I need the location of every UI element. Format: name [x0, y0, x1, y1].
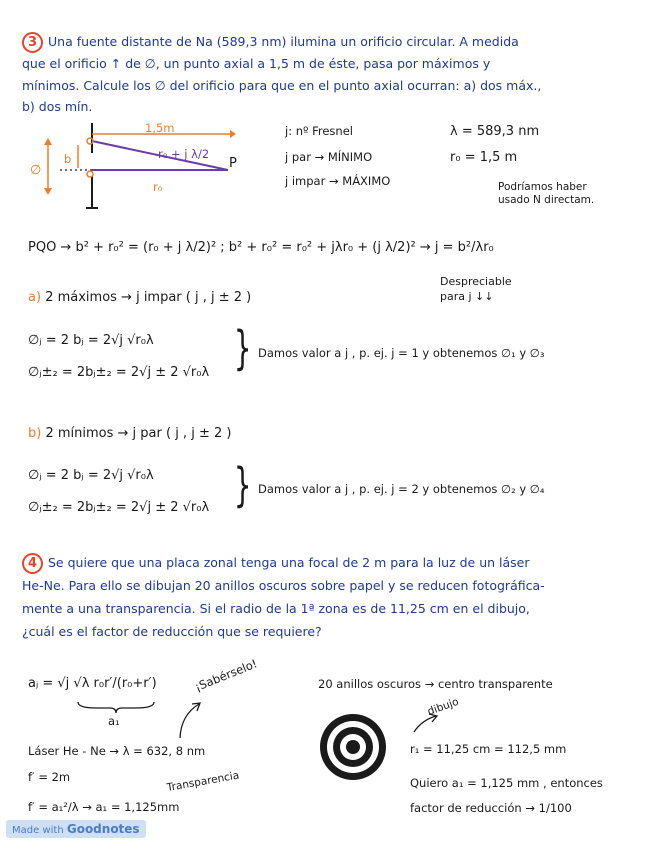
point-p-label: P: [229, 156, 237, 171]
a1-label: a₁: [108, 714, 120, 728]
path-label: r₀ + j λ/2: [158, 147, 210, 161]
part-a-note: Damos valor a j , p. ej. j = 1 y obtenemos ∅₁ y ∅₃: [258, 346, 545, 360]
problem3-line2: que el orificio ↑ de ∅, un punto axial a 1,5 m de éste, pasa por máximos y: [22, 56, 491, 71]
part-b-note: Damos valor a j , p. ej. j = 2 y obtenemos ∅₂ y ∅₄: [258, 482, 545, 496]
aj-formula: aⱼ = √j √λ r₀r′/(r₀+r′): [28, 676, 157, 691]
problem4-line1: 4 Se quiere que una placa zonal tenga una focal de 2 m para la luz de un láser: [22, 553, 530, 574]
distance-label: 1,5m: [145, 121, 175, 135]
part-a-heading: a) 2 máximos → j impar ( j , j ± 2 ): [28, 290, 252, 305]
rings-text: 20 anillos oscuros → centro transparente: [318, 677, 553, 691]
a1-underbrace: [76, 700, 156, 714]
def-fresnel: j: nº Fresnel: [285, 124, 353, 138]
focal-equation: f′ = a₁²/λ → a₁ = 1,125mm: [28, 800, 180, 814]
fprime-text: f′ = 2m: [28, 770, 71, 784]
problem4-line2: He-Ne. Para ello se dibujan 20 anillos oscuros sobre papel y se reducen fotográfica-: [22, 578, 545, 593]
factor-text: factor de reducción → 1/100: [410, 801, 572, 815]
def-odd: j impar → MÁXIMO: [285, 174, 391, 188]
part-a-eq1: ∅ⱼ = 2 bⱼ = 2√j √r₀λ: [28, 333, 154, 348]
problem4-number: 4: [22, 553, 43, 574]
lambda-value: λ = 589,3 nm: [450, 124, 540, 139]
saberselo-arrow: [175, 700, 205, 740]
r0-value: r₀ = 1,5 m: [450, 150, 518, 165]
b-label: b: [64, 152, 72, 166]
transparencia-note: Transparencia: [165, 769, 241, 794]
problem4-line3: mente a una transparencia. Si el radio de la 1ª zona es de 11,25 cm en el dibujo,: [22, 601, 530, 616]
saberselo-note: ¡Sabérselo!: [192, 656, 260, 694]
diameter-label: ∅: [30, 163, 42, 178]
part-b-eq2: ∅ⱼ±₂ = 2bⱼ±₂ = 2√j ± 2 √r₀λ: [28, 500, 210, 515]
problem4-line4: ¿cuál es el factor de reducción que se requiere?: [22, 624, 322, 639]
laser-text: Láser He - Ne → λ = 632, 8 nm: [28, 744, 206, 758]
problem3-line1: 3 Una fuente distante de Na (589,3 nm) ilumina un orificio circular. A medida: [22, 32, 519, 53]
problem3-line3: mínimos. Calcule los ∅ del orificio para que en el punto axial ocurran: a) dos máx.,: [22, 78, 542, 93]
r1-text: r₁ = 11,25 cm = 112,5 mm: [410, 742, 567, 756]
zone-plate-icon: [318, 712, 388, 782]
goodnotes-watermark: Made with Goodnotes: [6, 820, 146, 838]
part-b-brace: }: [233, 458, 252, 512]
pqo-equation: PQO → b² + r₀² = (r₀ + j λ/2)² ; b² + r₀² = r₀² + jλr₀ + (j λ/2)² → j = b²/λr₀: [28, 240, 494, 255]
part-a-eq2: ∅ⱼ±₂ = 2bⱼ±₂ = 2√j ± 2 √r₀λ: [28, 365, 210, 380]
dibujo-arrow: [412, 712, 440, 734]
dibujo-note: dibujo: [425, 695, 461, 718]
def-even: j par → MÍNIMO: [285, 150, 373, 164]
part-b-heading: b) 2 mínimos → j par ( j , j ± 2 ): [28, 426, 232, 441]
r0-label: r₀: [153, 180, 163, 194]
note-direct: Podríamos haber usado N directam.: [498, 181, 595, 206]
despreciable-note: Despreciable para j ↓↓: [440, 275, 512, 303]
problem3-number: 3: [22, 32, 43, 53]
part-a-brace: }: [233, 321, 252, 375]
problem3-line4: b) dos mín.: [22, 99, 93, 114]
quiero-text: Quiero a₁ = 1,125 mm , entonces: [410, 776, 603, 790]
part-b-eq1: ∅ⱼ = 2 bⱼ = 2√j √r₀λ: [28, 468, 154, 483]
